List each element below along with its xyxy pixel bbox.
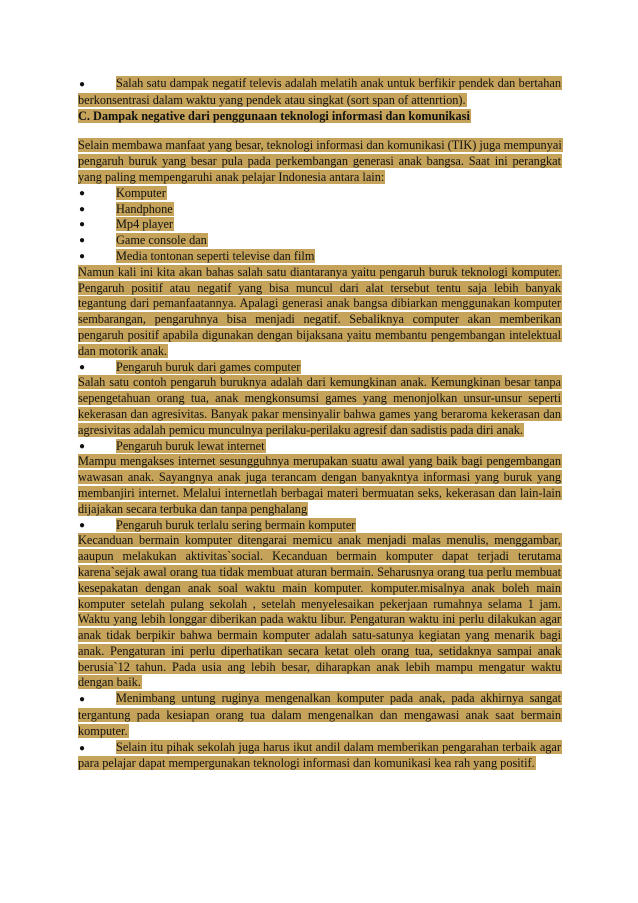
bullet-text: Pengaruh buruk terlalu sering bermain komputer [116, 517, 356, 532]
bullet-text: Game console dan [116, 233, 207, 248]
bullet-text: Selain itu pihak sekolah juga harus ikut andil dalam memberikan pengarahan terbaik agar para pelajar dapat mempergunakan teknologi informasi dan komunikasi kea rah yang positif. [78, 739, 561, 771]
bullet-item [78, 217, 562, 233]
bullet-icon: ● [79, 519, 86, 531]
bullet-item [78, 518, 562, 534]
bullet-icon: ● [79, 203, 86, 215]
bullet-text: Pengaruh buruk lewat internet [116, 438, 265, 453]
paragraph-text: Salah satu contoh pengaruh buruknya adalah dari kemungkinan anak. Kemungkinan besar tanpa sepengetahuan orang tua, anak mengkonsumsi games yang menonjolkan unsur-unsur seperti kekerasan dan agresivitas. Banyak pakar mensinyalir bahwa games yang beraroma kekerasan dan agresivitas adalah pemicu munculnya perilaku-perilaku agresif dan sadistis pada diri anak. [78, 375, 561, 437]
body-paragraph [78, 265, 562, 360]
bullet-text: Mp4 player [116, 217, 174, 232]
bullet-item [78, 249, 562, 265]
section-heading [78, 109, 562, 125]
bullet-text: Handphone [116, 201, 173, 216]
paragraph-text: Mampu mengakses internet sesungguhnya merupakan suatu awal yang baik bagi pengembangan wawasan anak. Sayangnya anak juga terancam dengan banyakntya informasi yang buruk yang membanjiri internet. Melalui internetlah berbagai materi bermuatan seks, kekerasan dan lain-lain dijajakan secara terbuka dan tanpa penghalang [78, 454, 561, 516]
document-page [78, 76, 562, 772]
bullet-text: Pengaruh buruk dari games computer [116, 359, 301, 374]
body-paragraph [78, 533, 562, 691]
bullet-item [78, 202, 562, 218]
bullet-item: ● Selain itu pihak sekolah juga harus ikut andil dalam memberikan pengarahan terbaik agar para pelajar dapat mempergunakan teknologi informasi dan komunikasi kea rah yang positif. [78, 739, 561, 771]
paragraph-text: Namun kali ini kita akan bahas salah satu diantaranya yaitu pengaruh buruk teknologi komputer. Pengaruh positif atau negatif yang bisa muncul dari alat tersebut tentu saja lebih banyak tegantung dari pemanfaatannya. Apalagi generasi anak bangsa dibiarkan menggunakan komputer sembarangan, pengaruhnya bisa menjadi negatif. Sebaliknya computer akan memberikan pengaruh positif apabila digunakan dengan bijaksana yaitu membantu pengembangan intelektual dan motorik anak. [78, 264, 561, 358]
bullet-text: Salah satu dampak negatif televis adalah melatih anak untuk berfikir pendek dan bertahan berkonsentrasi dalam waktu yang pendek atau singkat (sort span of attenrtion). [78, 76, 561, 107]
paragraph-gap [78, 124, 562, 138]
bullet-item: ● Menimbang untung ruginya mengenalkan komputer pada anak, pada akhirnya sangat tergantung pada kesiapan orang tua dalam mengenalkan dan mengawasi anak saat bermain komputer. [78, 691, 561, 738]
bullet-icon: ● [79, 187, 86, 199]
bullet-icon: ● [79, 250, 86, 262]
paragraph-text: Kecanduan bermain komputer ditengarai memicu anak menjadi malas menulis, menggambar, aaupun melakukan aktivitas`social. Kecanduan bermain komputer dapat terjadi terutama karena`sejak awal orang tua tidak membuat aturan bermain. Seharusnya orang tua perlu membuat kesepakatan dengan anak soal waktu main komputer. komputer.misalnya anak boleh main komputer setelah pulang sekolah , setelah menyelesaikan pekerjaan rumahnya selama 1 jam. Waktu yang lebih longgar diberikan pada waktu libur. Pengaturan waktu ini perlu dilakukan agar anak tidak berpikir bahwa bermain komputer adalah satu-satunya kegiatan yang menarik bagi anak. Pengaturan ini perlu diperhatikan secara ketat oleh orang tua, setidaknya sampai anak berusia`12 tahun. Pada usia ang lebih besar, diharapkan anak lebih mampu mengatur waktu dengan baik. [78, 533, 561, 690]
body-paragraph [78, 454, 562, 517]
bullet-item [78, 233, 562, 249]
bullet-text: Komputer [116, 185, 166, 200]
body-paragraph [78, 138, 562, 185]
body-paragraph [78, 375, 562, 438]
bullet-item [78, 360, 562, 376]
bullet-item [78, 439, 562, 455]
bullet-icon: ● [79, 440, 86, 452]
bullet-text: Menimbang untung ruginya mengenalkan komputer pada anak, pada akhirnya sangat tergantung pada kesiapan orang tua dalam mengenalkan dan mengawasi anak saat bermain komputer. [78, 691, 561, 738]
bullet-icon: ● [79, 219, 86, 231]
section-heading-text: C. Dampak negative dari penggunaan teknologi informasi dan komunikasi [78, 108, 470, 123]
bullet-icon: ● [79, 361, 86, 373]
bullet-item: ● Salah satu dampak negatif televis adalah melatih anak untuk berfikir pendek dan bertahan berkonsentrasi dalam waktu yang pendek atau singkat (sort span of attenrtion). [78, 76, 561, 107]
bullet-item [78, 186, 562, 202]
paragraph-text: Selain membawa manfaat yang besar, teknologi informasi dan komunikasi (TIK) juga mempunyai pengaruh buruk yang besar pula pada perkembangan generasi anak bangsa. Saat ini perangkat yang paling mempengaruhi anak pelajar Indonesia antara lain: [78, 138, 562, 184]
bullet-icon: ● [79, 235, 86, 247]
bullet-text: Media tontonan seperti televise dan film [116, 248, 315, 263]
